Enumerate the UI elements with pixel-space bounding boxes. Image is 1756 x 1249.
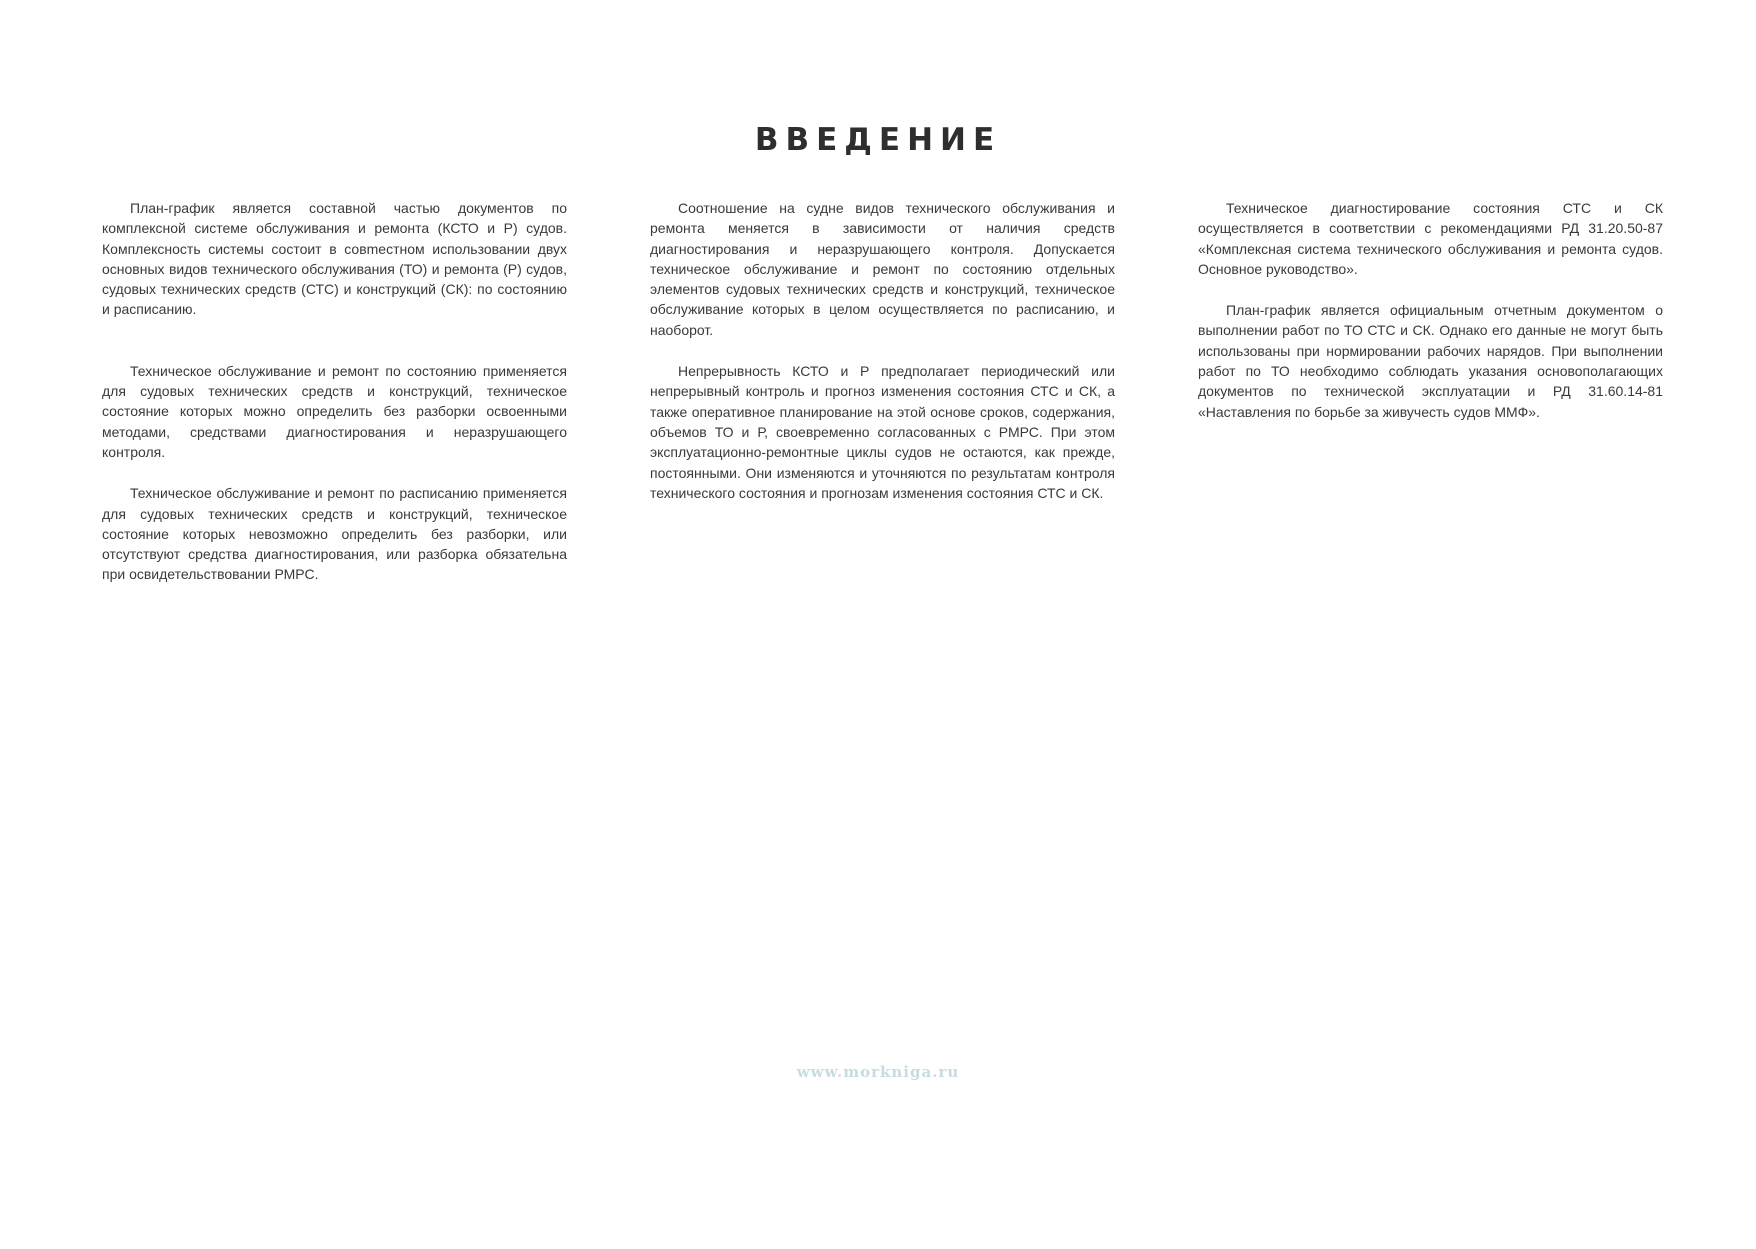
paragraph: Техническое обслуживание и ремонт по расписанию применяется для судовых технических средств и конструкций, техническое состояние которых невозможно определить без разборки, или отсутствуют средства диагностирования, или разборка обязательна при освидетельствовании РМРС. [102, 485, 567, 583]
text-column-left [102, 198, 567, 585]
text-column-right [1198, 198, 1663, 422]
page-title: ВВЕДЕНИЕ [754, 122, 1002, 158]
paragraph: План-график является официальным отчетным документом о выполнении работ по ТО СТС и СК. Однако его данные не могут быть использованы при нормировании рабочих нарядов. При выполнении работ по ТО необходимо соблюдать указания основополaгающих документов по технической эксплуатации и РД 31.60.14-81 «Наставления по борьбе за живучесть судов ММФ». [1198, 302, 1663, 420]
paragraph: Непрерывность КСТО и Р предполагает периодический или непрерывный контроль и прогноз изменения состояния СТС и СК, а также оперативное планирование на этой основе сроков, содержания, объемов ТО и Р, своевременно согласованных с РМРС. При этом эксплуатационно-ремонтные циклы судов не остаются, как прежде, постоянными. Они изменяются и уточняются по результатам контроля технического состояния и прогнозам изменения состояния СТС и СК. [650, 363, 1115, 501]
watermark: www.morkniga.ru [796, 1063, 960, 1081]
paragraph: Техническое обслуживание и ремонт по состоянию применяется для судовых технических средств и конструкций, техническое состояние которых можно определить без разборки освоенными методами, средствами диагностирования и неразрушающего контроля. [102, 362, 567, 460]
paragraph: Техническое диагностирование состояния СТС и СК осуществляется в соответствии с рекомендациями РД 31.20.50-87 «Комплексная система технического обслуживания и ремонта судов. Основное руководство». [1198, 200, 1663, 277]
paragraph: Соотношение на судне видов технического обслуживания и ремонта меняется в зависимости от наличия средств диагностирования и неразрушающего контроля. Допускается техническое обслуживание и ремонт по состоянию отдельных элементов судовых технических средств и конструкций, техническое обслуживание которых в целом осуществляется по расписанию, и наоборот. [650, 200, 1115, 338]
paragraph: План-график является составной частью документов по комплексной системе обслуживания и ремонта (КСТО и Р) судов. Комплексность системы состоит в совmестном использовании двух основных видов технического обслуживания (ТО) и ремонта (Р) судов, судовых технических средств (СТС) и конструкций (СК): по состоянию и расписанию. [102, 200, 567, 318]
text-column-middle [650, 198, 1115, 503]
